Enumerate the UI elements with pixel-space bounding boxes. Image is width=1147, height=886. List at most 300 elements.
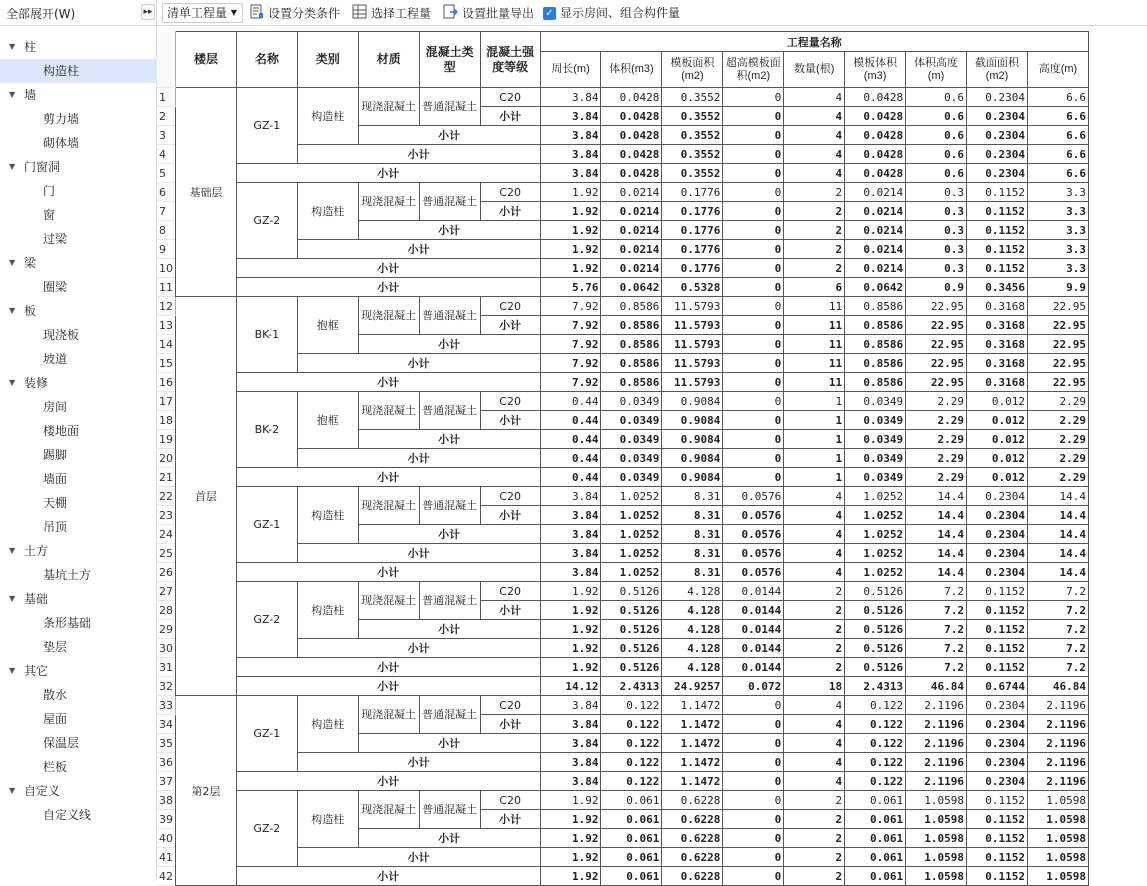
value-cell[interactable]: 1.92 — [540, 259, 601, 278]
value-cell[interactable]: 0 — [723, 791, 784, 810]
value-cell[interactable]: 0.0428 — [845, 88, 906, 107]
value-cell[interactable]: 0.6 — [906, 88, 967, 107]
value-cell[interactable]: 4 — [784, 164, 845, 183]
value-cell[interactable]: 1.92 — [540, 183, 601, 202]
value-cell[interactable]: 0 — [723, 411, 784, 430]
value-cell[interactable]: 7.92 — [540, 335, 601, 354]
value-cell[interactable]: 3.3 — [1027, 240, 1088, 259]
value-cell[interactable]: 0 — [723, 107, 784, 126]
value-cell[interactable]: 14.4 — [1027, 506, 1088, 525]
value-cell[interactable]: 0.9084 — [662, 411, 723, 430]
table-row[interactable] — [157, 259, 1089, 278]
value-cell[interactable]: 6.6 — [1027, 107, 1088, 126]
value-cell[interactable]: 0 — [723, 810, 784, 829]
header-quantity-col[interactable]: 超高模板面积(m2) — [723, 52, 784, 88]
value-cell[interactable]: 3.84 — [540, 715, 601, 734]
value-cell[interactable]: 7.2 — [1027, 582, 1088, 601]
table-row[interactable] — [157, 677, 1089, 696]
value-cell[interactable]: 0 — [723, 829, 784, 848]
value-cell[interactable]: 0.3552 — [662, 126, 723, 145]
value-cell[interactable]: 7.92 — [540, 316, 601, 335]
grade-cell[interactable]: C20 — [480, 791, 540, 810]
tree-item[interactable]: 吊顶 — [43, 520, 68, 534]
value-cell[interactable]: 0.0349 — [845, 468, 906, 487]
value-cell[interactable]: 11.5793 — [662, 335, 723, 354]
value-cell[interactable]: 11.5793 — [662, 297, 723, 316]
value-cell[interactable]: 1.0598 — [906, 810, 967, 829]
value-cell[interactable]: 1.0598 — [1027, 867, 1088, 886]
value-cell[interactable]: 8.31 — [662, 525, 723, 544]
header-quantity-col[interactable]: 截面面积(m2) — [967, 52, 1028, 88]
value-cell[interactable]: 3.84 — [540, 164, 601, 183]
material-cell[interactable]: 现浇混凝土 — [358, 791, 419, 829]
value-cell[interactable]: 0.1152 — [967, 848, 1028, 867]
value-cell[interactable]: 0.0642 — [601, 278, 662, 297]
grade-cell[interactable]: C20 — [480, 582, 540, 601]
tree-category[interactable] — [0, 35, 157, 59]
tree-category[interactable] — [0, 587, 157, 611]
value-cell[interactable]: 0.2304 — [967, 88, 1028, 107]
grade-cell[interactable]: C20 — [480, 88, 540, 107]
value-cell[interactable]: 0.0214 — [845, 221, 906, 240]
value-cell[interactable]: 0.1152 — [967, 240, 1028, 259]
tree-item[interactable]: 垫层 — [43, 640, 68, 654]
value-cell[interactable]: 1.92 — [540, 658, 601, 677]
value-cell[interactable]: 0.2304 — [967, 126, 1028, 145]
concrete-type-cell[interactable]: 普通混凝土 — [419, 487, 480, 525]
table-row[interactable] — [157, 449, 1089, 468]
value-cell[interactable]: 0.0214 — [601, 221, 662, 240]
value-cell[interactable]: 11 — [784, 335, 845, 354]
floor-cell[interactable]: 首层 — [176, 297, 237, 696]
name-cell[interactable]: GZ-1 — [236, 88, 297, 164]
value-cell[interactable]: 4 — [784, 696, 845, 715]
value-cell[interactable]: 2.4313 — [601, 677, 662, 696]
value-cell[interactable]: 0.2304 — [967, 506, 1028, 525]
value-cell[interactable]: 1.0252 — [845, 506, 906, 525]
expand-arrow-icon[interactable]: ▼ — [9, 378, 16, 387]
value-cell[interactable]: 0 — [723, 202, 784, 221]
value-cell[interactable]: 0.9084 — [662, 392, 723, 411]
value-cell[interactable]: 22.95 — [1027, 354, 1088, 373]
header-quantity-col[interactable]: 体积高度(m) — [906, 52, 967, 88]
value-cell[interactable]: 1.0252 — [845, 563, 906, 582]
value-cell[interactable]: 0.5126 — [845, 658, 906, 677]
table-row[interactable] — [157, 582, 1089, 601]
tree-item[interactable]: 圈梁 — [43, 280, 68, 294]
value-cell[interactable]: 0 — [723, 164, 784, 183]
value-cell[interactable]: 0.0428 — [845, 107, 906, 126]
tree-item[interactable]: 过梁 — [43, 232, 68, 246]
value-cell[interactable]: 0.0144 — [723, 639, 784, 658]
value-cell[interactable]: 0.1152 — [967, 259, 1028, 278]
value-cell[interactable]: 0.2304 — [967, 772, 1028, 791]
value-cell[interactable]: 1.1472 — [662, 753, 723, 772]
value-cell[interactable]: 0.0428 — [601, 145, 662, 164]
value-cell[interactable]: 2 — [784, 810, 845, 829]
value-cell[interactable]: 3.84 — [540, 88, 601, 107]
value-cell[interactable]: 0.122 — [845, 772, 906, 791]
value-cell[interactable]: 0.0428 — [845, 145, 906, 164]
concrete-type-cell[interactable]: 普通混凝土 — [419, 183, 480, 221]
value-cell[interactable]: 1.0598 — [1027, 810, 1088, 829]
value-cell[interactable]: 3.84 — [540, 544, 601, 563]
value-cell[interactable]: 0.012 — [967, 411, 1028, 430]
value-cell[interactable]: 8.31 — [662, 544, 723, 563]
name-cell[interactable]: BK-2 — [236, 392, 297, 468]
value-cell[interactable]: 2 — [784, 867, 845, 886]
value-cell[interactable]: 0.122 — [845, 696, 906, 715]
value-cell[interactable]: 2.29 — [906, 468, 967, 487]
value-cell[interactable]: 0 — [723, 715, 784, 734]
value-cell[interactable]: 2 — [784, 639, 845, 658]
value-cell[interactable]: 0.122 — [601, 696, 662, 715]
value-cell[interactable]: 0.44 — [540, 468, 601, 487]
value-cell[interactable]: 22.95 — [1027, 297, 1088, 316]
value-cell[interactable]: 7.2 — [906, 658, 967, 677]
value-cell[interactable]: 6.6 — [1027, 88, 1088, 107]
value-cell[interactable]: 0 — [723, 449, 784, 468]
value-cell[interactable]: 2.29 — [1027, 449, 1088, 468]
value-cell[interactable]: 0.0214 — [601, 240, 662, 259]
header-quantity-col[interactable]: 模板体积(m3) — [845, 52, 906, 88]
value-cell[interactable]: 2 — [784, 259, 845, 278]
tree-item[interactable]: 保温层 — [43, 736, 80, 750]
tree-category[interactable] — [0, 659, 157, 683]
table-row[interactable] — [157, 563, 1089, 582]
value-cell[interactable]: 0.0349 — [845, 392, 906, 411]
value-cell[interactable]: 0.3552 — [662, 107, 723, 126]
value-cell[interactable]: 2 — [784, 848, 845, 867]
value-cell[interactable]: 0.44 — [540, 430, 601, 449]
value-cell[interactable]: 3.84 — [540, 525, 601, 544]
value-cell[interactable]: 2.1196 — [906, 734, 967, 753]
value-cell[interactable]: 3.84 — [540, 126, 601, 145]
header-quantity-col[interactable]: 体积(m3) — [601, 52, 662, 88]
value-cell[interactable]: 14.4 — [906, 525, 967, 544]
value-cell[interactable]: 0.3168 — [967, 316, 1028, 335]
value-cell[interactable]: 0.0428 — [601, 107, 662, 126]
value-cell[interactable]: 0.8586 — [601, 297, 662, 316]
value-cell[interactable]: 0.8586 — [845, 297, 906, 316]
value-cell[interactable]: 1.92 — [540, 791, 601, 810]
value-cell[interactable]: 7.2 — [1027, 639, 1088, 658]
value-cell[interactable]: 11 — [784, 354, 845, 373]
value-cell[interactable]: 4 — [784, 88, 845, 107]
value-cell[interactable]: 0.2304 — [967, 107, 1028, 126]
header-quantity-col[interactable]: 高度(m) — [1027, 52, 1088, 88]
value-cell[interactable]: 7.2 — [1027, 601, 1088, 620]
value-cell[interactable]: 1.0252 — [845, 487, 906, 506]
value-cell[interactable]: 2 — [784, 221, 845, 240]
value-cell[interactable]: 2.1196 — [906, 772, 967, 791]
value-cell[interactable]: 4.128 — [662, 620, 723, 639]
value-cell[interactable]: 1.92 — [540, 848, 601, 867]
value-cell[interactable]: 4 — [784, 145, 845, 164]
value-cell[interactable]: 2.29 — [906, 411, 967, 430]
value-cell[interactable]: 22.95 — [906, 297, 967, 316]
value-cell[interactable]: 0.8586 — [601, 373, 662, 392]
value-cell[interactable]: 0.8586 — [845, 335, 906, 354]
type-cell[interactable]: 抱框 — [297, 297, 358, 354]
value-cell[interactable]: 3.84 — [540, 145, 601, 164]
value-cell[interactable]: 4 — [784, 525, 845, 544]
tree-item[interactable]: 自定义线 — [43, 808, 92, 822]
tree-category[interactable] — [0, 83, 157, 107]
grade-cell[interactable]: C20 — [480, 392, 540, 411]
value-cell[interactable]: 11.5793 — [662, 373, 723, 392]
value-cell[interactable]: 0.061 — [845, 810, 906, 829]
value-cell[interactable]: 0.061 — [601, 810, 662, 829]
table-row[interactable] — [157, 487, 1089, 506]
header-concrete-grade[interactable]: 混凝土强度等级 — [480, 32, 540, 88]
grade-cell[interactable]: C20 — [480, 297, 540, 316]
value-cell[interactable]: 0.2304 — [967, 734, 1028, 753]
table-row[interactable] — [157, 373, 1089, 392]
value-cell[interactable]: 0.1152 — [967, 221, 1028, 240]
value-cell[interactable]: 0 — [723, 88, 784, 107]
value-cell[interactable]: 0 — [723, 240, 784, 259]
table-row[interactable] — [157, 753, 1089, 772]
value-cell[interactable]: 0.122 — [601, 772, 662, 791]
value-cell[interactable]: 0.8586 — [845, 354, 906, 373]
value-cell[interactable]: 8.31 — [662, 506, 723, 525]
value-cell[interactable]: 0.012 — [967, 468, 1028, 487]
table-row[interactable] — [157, 867, 1089, 886]
batch-export-button[interactable] — [443, 4, 534, 22]
value-cell[interactable]: 4 — [784, 544, 845, 563]
value-cell[interactable]: 0 — [723, 430, 784, 449]
value-cell[interactable]: 0.6744 — [967, 677, 1028, 696]
value-cell[interactable]: 0 — [723, 867, 784, 886]
value-cell[interactable]: 0.0144 — [723, 658, 784, 677]
tree-item[interactable]: 坡道 — [43, 352, 68, 366]
value-cell[interactable]: 0.1152 — [967, 582, 1028, 601]
show-rooms-toggle[interactable] — [543, 4, 680, 22]
value-cell[interactable]: 0.0214 — [601, 202, 662, 221]
value-cell[interactable]: 1.0252 — [845, 525, 906, 544]
floor-cell[interactable]: 第2层 — [176, 696, 237, 886]
value-cell[interactable]: 0.6 — [906, 107, 967, 126]
concrete-type-cell[interactable]: 普通混凝土 — [419, 696, 480, 734]
tree-item[interactable]: 剪力墙 — [43, 112, 80, 126]
tree-category[interactable] — [0, 251, 157, 275]
value-cell[interactable]: 1.92 — [540, 240, 601, 259]
value-cell[interactable]: 1.0252 — [845, 544, 906, 563]
value-cell[interactable]: 4.128 — [662, 601, 723, 620]
value-cell[interactable]: 1.0598 — [1027, 848, 1088, 867]
value-cell[interactable]: 0.0144 — [723, 601, 784, 620]
value-cell[interactable]: 1.0598 — [1027, 791, 1088, 810]
tree-item[interactable]: 砌体墙 — [43, 136, 80, 150]
tree-item[interactable]: 散水 — [43, 688, 68, 702]
value-cell[interactable]: 0.0576 — [723, 563, 784, 582]
value-cell[interactable]: 0.2304 — [967, 164, 1028, 183]
value-cell[interactable]: 0 — [723, 753, 784, 772]
value-cell[interactable]: 22.95 — [1027, 316, 1088, 335]
value-cell[interactable]: 1.0252 — [601, 487, 662, 506]
value-cell[interactable]: 2 — [784, 240, 845, 259]
value-cell[interactable]: 22.95 — [1027, 373, 1088, 392]
value-cell[interactable]: 0.1152 — [967, 620, 1028, 639]
value-cell[interactable]: 0 — [723, 316, 784, 335]
expand-arrow-icon[interactable]: ▼ — [9, 258, 16, 267]
floor-cell[interactable]: 基础层 — [176, 88, 237, 297]
value-cell[interactable]: 4 — [784, 107, 845, 126]
value-cell[interactable]: 0 — [723, 126, 784, 145]
value-cell[interactable]: 1.0598 — [906, 867, 967, 886]
value-cell[interactable]: 0.2304 — [967, 753, 1028, 772]
value-cell[interactable]: 3.84 — [540, 696, 601, 715]
type-cell[interactable]: 构造柱 — [297, 88, 358, 145]
value-cell[interactable]: 0.3552 — [662, 145, 723, 164]
value-cell[interactable]: 7.92 — [540, 297, 601, 316]
tree-item[interactable]: 天棚 — [43, 496, 68, 510]
header-material[interactable]: 材质 — [358, 32, 419, 88]
value-cell[interactable]: 0.1776 — [662, 240, 723, 259]
value-cell[interactable]: 1.92 — [540, 221, 601, 240]
header-concrete-type[interactable]: 混凝土类型 — [419, 32, 480, 88]
value-cell[interactable]: 1.1472 — [662, 696, 723, 715]
value-cell[interactable]: 0.1152 — [967, 810, 1028, 829]
value-cell[interactable]: 0.1776 — [662, 202, 723, 221]
value-cell[interactable]: 0.0349 — [601, 411, 662, 430]
value-cell[interactable]: 0 — [723, 335, 784, 354]
tree-item[interactable]: 条形基础 — [43, 616, 92, 630]
tree-item[interactable]: 栏板 — [43, 760, 68, 774]
value-cell[interactable]: 4 — [784, 753, 845, 772]
value-cell[interactable]: 0.1776 — [662, 183, 723, 202]
value-cell[interactable]: 0.2304 — [967, 715, 1028, 734]
value-cell[interactable]: 11 — [784, 316, 845, 335]
value-cell[interactable]: 0.3168 — [967, 354, 1028, 373]
value-cell[interactable]: 0.061 — [845, 829, 906, 848]
value-cell[interactable]: 0.012 — [967, 449, 1028, 468]
value-cell[interactable]: 0.8586 — [601, 354, 662, 373]
value-cell[interactable]: 3.3 — [1027, 221, 1088, 240]
value-cell[interactable]: 0 — [723, 259, 784, 278]
value-cell[interactable]: 9.9 — [1027, 278, 1088, 297]
value-cell[interactable]: 0.5126 — [845, 582, 906, 601]
value-cell[interactable]: 18 — [784, 677, 845, 696]
value-cell[interactable]: 2 — [784, 791, 845, 810]
value-cell[interactable]: 3.84 — [540, 734, 601, 753]
value-cell[interactable]: 0.0349 — [601, 449, 662, 468]
grade-cell[interactable]: C20 — [480, 696, 540, 715]
name-cell[interactable]: GZ-2 — [236, 582, 297, 658]
value-cell[interactable]: 0.3 — [906, 240, 967, 259]
value-cell[interactable]: 0 — [723, 278, 784, 297]
concrete-type-cell[interactable]: 普通混凝土 — [419, 297, 480, 335]
value-cell[interactable]: 0.3552 — [662, 88, 723, 107]
value-cell[interactable]: 1.0598 — [906, 848, 967, 867]
value-cell[interactable]: 2.29 — [1027, 392, 1088, 411]
value-cell[interactable]: 4.128 — [662, 639, 723, 658]
value-cell[interactable]: 3.84 — [540, 563, 601, 582]
value-cell[interactable]: 1.1472 — [662, 772, 723, 791]
header-quantity-col[interactable]: 周长(m) — [540, 52, 601, 88]
name-cell[interactable]: BK-1 — [236, 297, 297, 373]
value-cell[interactable]: 0.012 — [967, 430, 1028, 449]
tree-item[interactable]: 门 — [43, 184, 56, 198]
value-cell[interactable]: 0.6 — [906, 145, 967, 164]
table-row[interactable] — [157, 354, 1089, 373]
tree-item[interactable]: 墙面 — [43, 472, 68, 486]
value-cell[interactable]: 0.0144 — [723, 582, 784, 601]
value-cell[interactable]: 0.0144 — [723, 620, 784, 639]
value-cell[interactable]: 0 — [723, 183, 784, 202]
collapse-panel-button[interactable]: ▸▸ — [141, 4, 155, 20]
value-cell[interactable]: 22.95 — [906, 335, 967, 354]
value-cell[interactable]: 0.122 — [601, 734, 662, 753]
value-cell[interactable]: 0.8586 — [845, 316, 906, 335]
value-cell[interactable]: 0.3168 — [967, 373, 1028, 392]
tree-item[interactable]: 屋面 — [43, 712, 68, 726]
value-cell[interactable]: 0.1152 — [967, 601, 1028, 620]
value-cell[interactable]: 0.0214 — [845, 183, 906, 202]
table-row[interactable] — [157, 240, 1089, 259]
concrete-type-cell[interactable]: 普通混凝土 — [419, 392, 480, 430]
value-cell[interactable]: 14.12 — [540, 677, 601, 696]
value-cell[interactable]: 1.92 — [540, 202, 601, 221]
set-category-button[interactable] — [250, 4, 340, 22]
value-cell[interactable]: 46.84 — [906, 677, 967, 696]
grade-cell[interactable]: C20 — [480, 183, 540, 202]
value-cell[interactable]: 1.92 — [540, 620, 601, 639]
value-cell[interactable]: 2.29 — [906, 392, 967, 411]
expand-arrow-icon[interactable]: ▼ — [9, 546, 16, 555]
value-cell[interactable]: 22.95 — [906, 373, 967, 392]
tree-item[interactable]: 楼地面 — [43, 424, 80, 438]
value-cell[interactable]: 22.95 — [906, 354, 967, 373]
expand-arrow-icon[interactable]: ▼ — [9, 42, 16, 51]
value-cell[interactable]: 0.0349 — [845, 411, 906, 430]
value-cell[interactable]: 0.0642 — [845, 278, 906, 297]
value-cell[interactable]: 0.0349 — [601, 430, 662, 449]
value-cell[interactable]: 4 — [784, 506, 845, 525]
value-cell[interactable]: 3.3 — [1027, 259, 1088, 278]
value-cell[interactable]: 11.5793 — [662, 354, 723, 373]
value-cell[interactable]: 0.0576 — [723, 487, 784, 506]
value-cell[interactable]: 3.3 — [1027, 183, 1088, 202]
value-cell[interactable]: 2.29 — [1027, 430, 1088, 449]
grade-cell[interactable]: C20 — [480, 487, 540, 506]
value-cell[interactable]: 14.4 — [1027, 544, 1088, 563]
tree-item[interactable]: 构造柱 — [0, 59, 157, 83]
value-cell[interactable]: 7.2 — [1027, 620, 1088, 639]
value-cell[interactable]: 0.0428 — [601, 126, 662, 145]
material-cell[interactable]: 现浇混凝土 — [358, 582, 419, 620]
value-cell[interactable]: 7.2 — [906, 582, 967, 601]
value-cell[interactable]: 2.1196 — [1027, 696, 1088, 715]
value-cell[interactable]: 1.0598 — [906, 829, 967, 848]
value-cell[interactable]: 3.84 — [540, 506, 601, 525]
value-cell[interactable]: 0.0349 — [845, 449, 906, 468]
value-cell[interactable]: 11 — [784, 373, 845, 392]
header-quantity-col[interactable]: 数量(根) — [784, 52, 845, 88]
tree-item[interactable]: 基坑土方 — [43, 568, 92, 582]
value-cell[interactable]: 2 — [784, 601, 845, 620]
value-cell[interactable]: 0.061 — [845, 848, 906, 867]
value-cell[interactable]: 4 — [784, 715, 845, 734]
value-cell[interactable]: 22.95 — [906, 316, 967, 335]
value-cell[interactable]: 1.0252 — [601, 563, 662, 582]
value-cell[interactable]: 2.1196 — [906, 696, 967, 715]
value-cell[interactable]: 0.2304 — [967, 145, 1028, 164]
value-cell[interactable]: 0.061 — [845, 791, 906, 810]
value-cell[interactable]: 2.1196 — [1027, 715, 1088, 734]
value-cell[interactable]: 0.072 — [723, 677, 784, 696]
